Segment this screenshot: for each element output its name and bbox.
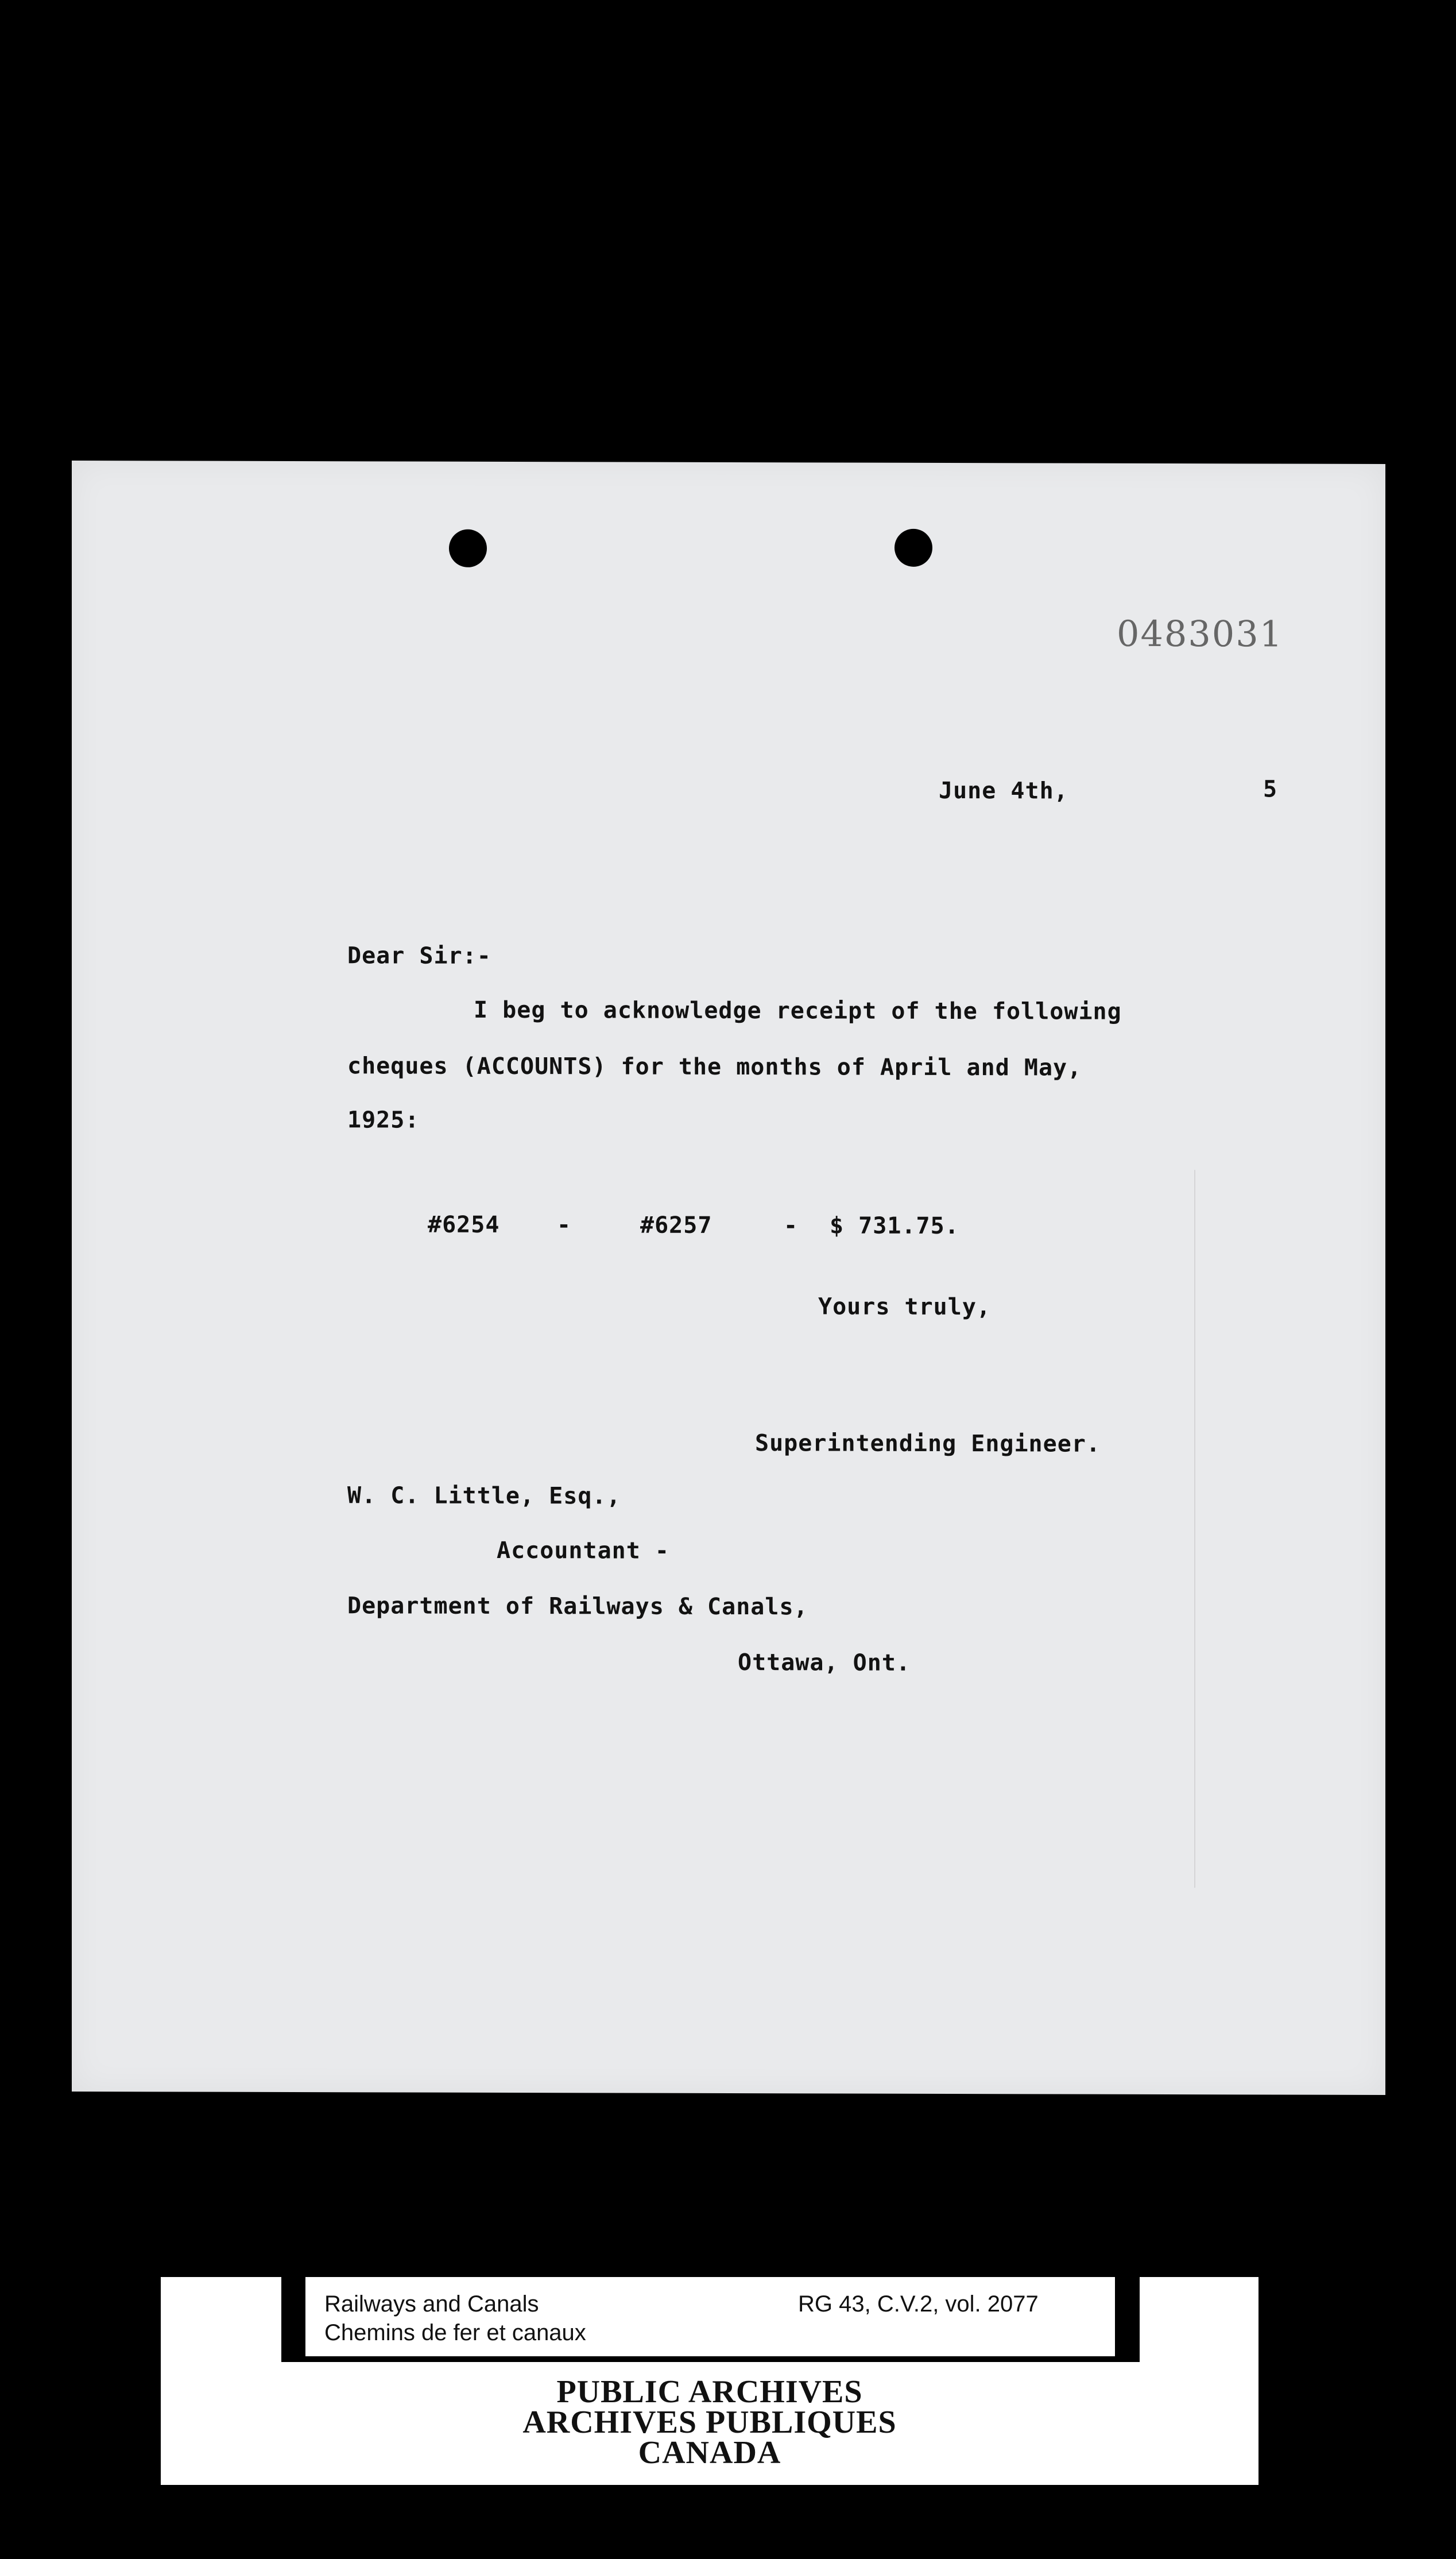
- dash-separator: -: [784, 1212, 799, 1239]
- cheque-from: #6254: [428, 1211, 500, 1238]
- body-line-2: cheques (ACCOUNTS) for the months of April and May,: [347, 1053, 1082, 1081]
- archive-reference: RG 43, C.V.2, vol. 2077: [798, 2291, 1039, 2317]
- letter-date: June 4th,: [939, 777, 1068, 805]
- archive-title-country: CANADA: [638, 2435, 781, 2471]
- addressee-city: Ottawa, Ont.: [738, 1649, 911, 1676]
- body-line-1: I beg to acknowledge receipt of the following: [474, 996, 1122, 1025]
- page-mark: 5: [1263, 776, 1278, 803]
- cheque-to: #6257: [640, 1212, 712, 1239]
- addressee-title: Accountant -: [497, 1537, 669, 1564]
- paper-crease: [1194, 1170, 1195, 1888]
- punch-hole-left: [449, 529, 487, 567]
- cheque-amount: $ 731.75.: [830, 1212, 959, 1240]
- archive-title-en: PUBLIC ARCHIVES: [556, 2374, 863, 2410]
- addressee-department: Department of Railways & Canals,: [347, 1592, 808, 1621]
- file-number-stamp: 0483031: [1117, 612, 1284, 655]
- letter-page: [72, 461, 1385, 2095]
- punch-hole-right: [894, 529, 932, 567]
- addressee-name: W. C. Little, Esq.,: [347, 1482, 621, 1510]
- salutation: Dear Sir:-: [347, 942, 491, 969]
- dash-separator: -: [557, 1212, 572, 1239]
- fonds-name-fr: Chemins de fer et canaux: [324, 2320, 586, 2345]
- body-line-3: 1925:: [347, 1107, 420, 1134]
- fonds-name-en: Railways and Canals: [324, 2291, 539, 2317]
- archive-title-fr: ARCHIVES PUBLIQUES: [522, 2405, 897, 2440]
- signature-title: Superintending Engineer.: [755, 1430, 1101, 1458]
- closing: Yours truly,: [818, 1293, 991, 1321]
